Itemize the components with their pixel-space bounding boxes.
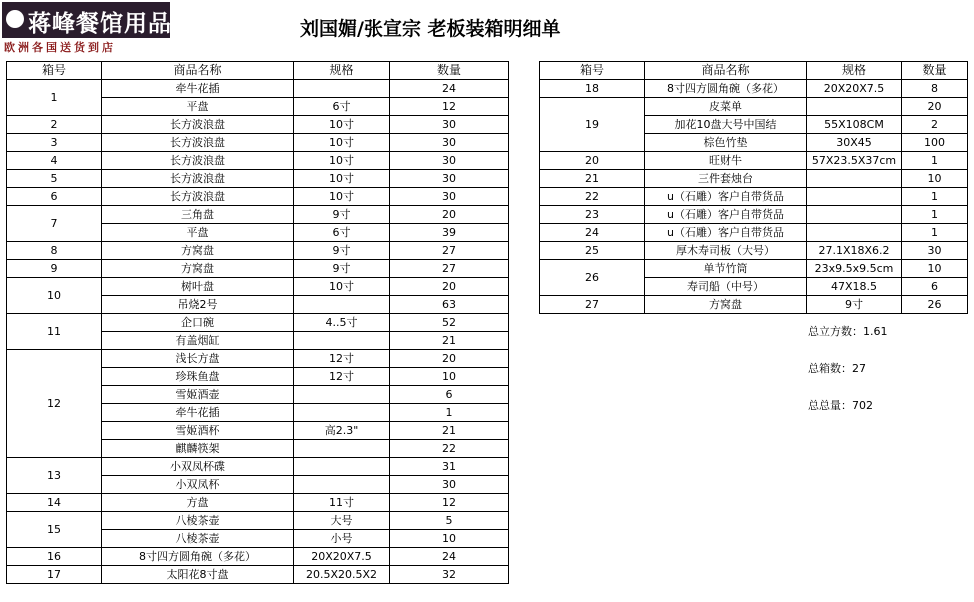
box-number-cell: 22 <box>540 188 645 206</box>
quantity-cell: 1 <box>902 224 968 242</box>
product-name-cell: 小双凤杯碟 <box>102 458 294 476</box>
product-name-cell: 方窝盘 <box>645 296 807 314</box>
spec-cell: 12寸 <box>294 368 390 386</box>
box-number-cell: 23 <box>540 206 645 224</box>
table-row <box>7 80 509 98</box>
box-number-cell: 15 <box>7 512 102 548</box>
product-name-cell: 雪姬酒杯 <box>102 422 294 440</box>
table-row <box>7 170 509 188</box>
spec-cell <box>807 224 902 242</box>
header-box-no: 箱号 <box>540 62 645 80</box>
header-quantity: 数量 <box>390 62 509 80</box>
spec-cell: 6寸 <box>294 98 390 116</box>
spec-cell: 10寸 <box>294 188 390 206</box>
spec-cell: 小号 <box>294 530 390 548</box>
box-number-cell: 9 <box>7 260 102 278</box>
box-number-cell: 26 <box>540 260 645 296</box>
box-number-cell: 1 <box>7 80 102 116</box>
quantity-cell: 21 <box>390 332 509 350</box>
product-name-cell: 单节竹筒 <box>645 260 807 278</box>
right-header-row <box>540 62 968 80</box>
quantity-cell: 1 <box>902 188 968 206</box>
quantity-cell: 2 <box>902 116 968 134</box>
table-row <box>540 296 968 314</box>
spec-cell <box>294 386 390 404</box>
summary-box-count: 总箱数：27 <box>808 362 866 375</box>
quantity-cell: 12 <box>390 494 509 512</box>
quantity-cell: 1 <box>902 152 968 170</box>
box-number-cell: 8 <box>7 242 102 260</box>
quantity-cell: 24 <box>390 548 509 566</box>
spec-cell: 10寸 <box>294 116 390 134</box>
table-row <box>7 134 509 152</box>
table-row <box>7 242 509 260</box>
header-quantity: 数量 <box>902 62 968 80</box>
box-number-cell: 25 <box>540 242 645 260</box>
summary-total-qty: 总总量：702 <box>808 399 873 412</box>
box-number-cell: 11 <box>7 314 102 350</box>
product-name-cell: 企口碗 <box>102 314 294 332</box>
box-number-cell: 16 <box>7 548 102 566</box>
spec-cell: 30X45 <box>807 134 902 152</box>
quantity-cell: 21 <box>390 422 509 440</box>
product-name-cell: 麒麟筷架 <box>102 440 294 458</box>
quantity-cell: 52 <box>390 314 509 332</box>
quantity-cell: 30 <box>390 116 509 134</box>
product-name-cell: 8寸四方圆角碗（多花） <box>102 548 294 566</box>
product-name-cell: 平盘 <box>102 98 294 116</box>
product-name-cell: u（石雕）客户自带货品 <box>645 206 807 224</box>
table-row <box>540 260 968 278</box>
product-name-cell: 长方波浪盘 <box>102 152 294 170</box>
spec-cell: 20X20X7.5 <box>294 548 390 566</box>
quantity-cell: 20 <box>390 206 509 224</box>
box-number-cell: 3 <box>7 134 102 152</box>
spec-cell <box>294 404 390 422</box>
right-table-body <box>540 80 968 314</box>
spec-cell <box>807 98 902 116</box>
quantity-cell: 26 <box>902 296 968 314</box>
quantity-cell: 30 <box>390 170 509 188</box>
brand-name: 蒋峰餐馆用品 <box>28 11 172 37</box>
product-name-cell: 八棱茶壶 <box>102 512 294 530</box>
quantity-cell: 10 <box>390 368 509 386</box>
quantity-cell: 31 <box>390 458 509 476</box>
spec-cell: 4..5寸 <box>294 314 390 332</box>
spec-cell: 9寸 <box>294 260 390 278</box>
product-name-cell: 吊烧2号 <box>102 296 294 314</box>
spec-cell: 大号 <box>294 512 390 530</box>
quantity-cell: 20 <box>390 350 509 368</box>
box-number-cell: 7 <box>7 206 102 242</box>
table-row <box>7 566 509 584</box>
table-row <box>540 206 968 224</box>
brand-tagline: 欧洲各国送货到店 <box>4 41 116 54</box>
quantity-cell: 10 <box>902 170 968 188</box>
spec-cell <box>807 188 902 206</box>
product-name-cell: 八棱茶壶 <box>102 530 294 548</box>
box-number-cell: 10 <box>7 278 102 314</box>
box-number-cell: 21 <box>540 170 645 188</box>
quantity-cell: 32 <box>390 566 509 584</box>
table-row <box>540 98 968 116</box>
box-number-cell: 13 <box>7 458 102 494</box>
spec-cell <box>294 80 390 98</box>
quantity-cell: 30 <box>390 152 509 170</box>
spec-cell <box>807 206 902 224</box>
header-spec: 规格 <box>807 62 902 80</box>
product-name-cell: 寿司船（中号） <box>645 278 807 296</box>
table-row <box>7 314 509 332</box>
product-name-cell: 三件套烛台 <box>645 170 807 188</box>
spec-cell: 9寸 <box>807 296 902 314</box>
quantity-cell: 30 <box>902 242 968 260</box>
spec-cell: 20X20X7.5 <box>807 80 902 98</box>
table-row <box>540 80 968 98</box>
table-row <box>7 512 509 530</box>
table-row <box>7 278 509 296</box>
product-name-cell: 树叶盘 <box>102 278 294 296</box>
table-row <box>7 260 509 278</box>
quantity-cell: 5 <box>390 512 509 530</box>
quantity-cell: 12 <box>390 98 509 116</box>
product-name-cell: 8寸四方圆角碗（多花） <box>645 80 807 98</box>
quantity-cell: 10 <box>390 530 509 548</box>
summary-volume: 总立方数：1.61 <box>808 325 888 338</box>
header-spec: 规格 <box>294 62 390 80</box>
product-name-cell: 方窝盘 <box>102 260 294 278</box>
header-product-name: 商品名称 <box>645 62 807 80</box>
box-number-cell: 17 <box>7 566 102 584</box>
spec-cell: 9寸 <box>294 206 390 224</box>
product-name-cell: 牵牛花插 <box>102 404 294 422</box>
product-name-cell: 长方波浪盘 <box>102 188 294 206</box>
quantity-cell: 6 <box>390 386 509 404</box>
table-row <box>7 152 509 170</box>
product-name-cell: 雪姬酒壶 <box>102 386 294 404</box>
box-number-cell: 6 <box>7 188 102 206</box>
spec-cell: 高2.3" <box>294 422 390 440</box>
logo-seal-icon <box>6 10 24 28</box>
product-name-cell: 长方波浪盘 <box>102 116 294 134</box>
spec-cell: 23x9.5x9.5cm <box>807 260 902 278</box>
box-number-cell: 19 <box>540 98 645 152</box>
product-name-cell: 牵牛花插 <box>102 80 294 98</box>
product-name-cell: 皮菜单 <box>645 98 807 116</box>
quantity-cell: 8 <box>902 80 968 98</box>
product-name-cell: 加花10盘大号中国结 <box>645 116 807 134</box>
spec-cell <box>294 440 390 458</box>
left-table-body <box>7 80 509 584</box>
table-row <box>540 170 968 188</box>
spec-cell <box>294 458 390 476</box>
box-number-cell: 18 <box>540 80 645 98</box>
spec-cell: 6寸 <box>294 224 390 242</box>
product-name-cell: u（石雕）客户自带货品 <box>645 188 807 206</box>
product-name-cell: 浅长方盘 <box>102 350 294 368</box>
spec-cell <box>294 296 390 314</box>
spec-cell: 57X23.5X37cm <box>807 152 902 170</box>
table-row <box>7 206 509 224</box>
table-row <box>7 350 509 368</box>
table-row <box>7 188 509 206</box>
spec-cell <box>294 332 390 350</box>
spec-cell: 10寸 <box>294 278 390 296</box>
header-product-name: 商品名称 <box>102 62 294 80</box>
quantity-cell: 100 <box>902 134 968 152</box>
product-name-cell: 长方波浪盘 <box>102 134 294 152</box>
quantity-cell: 63 <box>390 296 509 314</box>
quantity-cell: 30 <box>390 188 509 206</box>
box-number-cell: 12 <box>7 350 102 458</box>
logo-badge <box>2 2 170 38</box>
box-number-cell: 20 <box>540 152 645 170</box>
quantity-cell: 27 <box>390 260 509 278</box>
product-name-cell: 珍珠鱼盘 <box>102 368 294 386</box>
quantity-cell: 1 <box>390 404 509 422</box>
table-row <box>7 458 509 476</box>
box-number-cell: 4 <box>7 152 102 170</box>
product-name-cell: 棕色竹垫 <box>645 134 807 152</box>
quantity-cell: 6 <box>902 278 968 296</box>
product-name-cell: 太阳花8寸盘 <box>102 566 294 584</box>
quantity-cell: 22 <box>390 440 509 458</box>
product-name-cell: u（石雕）客户自带货品 <box>645 224 807 242</box>
quantity-cell: 20 <box>390 278 509 296</box>
spec-cell: 11寸 <box>294 494 390 512</box>
table-row <box>7 494 509 512</box>
spec-cell: 12寸 <box>294 350 390 368</box>
quantity-cell: 27 <box>390 242 509 260</box>
quantity-cell: 20 <box>902 98 968 116</box>
box-number-cell: 2 <box>7 116 102 134</box>
box-number-cell: 27 <box>540 296 645 314</box>
product-name-cell: 厚木寿司板（大号） <box>645 242 807 260</box>
quantity-cell: 39 <box>390 224 509 242</box>
quantity-cell: 30 <box>390 476 509 494</box>
table-row <box>7 116 509 134</box>
product-name-cell: 方窝盘 <box>102 242 294 260</box>
spec-cell: 9寸 <box>294 242 390 260</box>
left-packing-table <box>6 61 509 584</box>
spec-cell: 10寸 <box>294 170 390 188</box>
product-name-cell: 小双凤杯 <box>102 476 294 494</box>
header-box-no: 箱号 <box>7 62 102 80</box>
brand-logo <box>2 2 170 54</box>
spec-cell: 10寸 <box>294 134 390 152</box>
spec-cell: 47X18.5 <box>807 278 902 296</box>
product-name-cell: 平盘 <box>102 224 294 242</box>
quantity-cell: 30 <box>390 134 509 152</box>
spec-cell <box>807 170 902 188</box>
product-name-cell: 三角盘 <box>102 206 294 224</box>
box-number-cell: 5 <box>7 170 102 188</box>
right-packing-table <box>539 61 968 314</box>
left-header-row <box>7 62 509 80</box>
table-row <box>540 224 968 242</box>
box-number-cell: 24 <box>540 224 645 242</box>
quantity-cell: 24 <box>390 80 509 98</box>
spec-cell: 27.1X18X6.2 <box>807 242 902 260</box>
table-row <box>7 548 509 566</box>
spec-cell: 10寸 <box>294 152 390 170</box>
product-name-cell: 有盖烟缸 <box>102 332 294 350</box>
table-row <box>540 188 968 206</box>
spec-cell: 20.5X20.5X2 <box>294 566 390 584</box>
quantity-cell: 10 <box>902 260 968 278</box>
quantity-cell: 1 <box>902 206 968 224</box>
product-name-cell: 方盘 <box>102 494 294 512</box>
spec-cell: 55X108CM <box>807 116 902 134</box>
product-name-cell: 旺财牛 <box>645 152 807 170</box>
page-title: 刘国媚/张宣宗 老板装箱明细单 <box>300 18 561 40</box>
table-row <box>540 242 968 260</box>
box-number-cell: 14 <box>7 494 102 512</box>
table-row <box>540 152 968 170</box>
product-name-cell: 长方波浪盘 <box>102 170 294 188</box>
spec-cell <box>294 476 390 494</box>
